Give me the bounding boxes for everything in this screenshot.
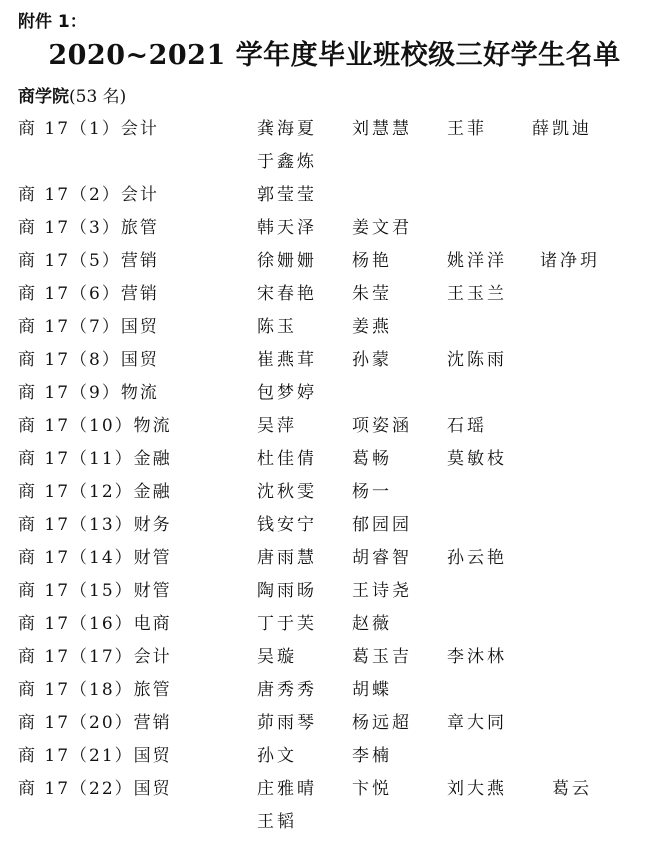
student-name: 李沐林 [447,647,507,667]
student-name: 龚海夏 [257,119,317,139]
student-name: 丁于芙 [257,614,317,634]
student-name: 沈秋雯 [257,482,317,502]
class-label: 商 17（1）会计 [18,119,159,139]
list-row [0,674,669,707]
list-row [0,707,669,740]
student-name: 吴璇 [257,647,297,667]
student-name: 崔燕茸 [257,350,317,370]
college-heading [18,84,126,110]
class-label: 商 17（10）物流 [18,416,172,436]
student-name: 薛凯迪 [532,119,592,139]
college-name: 商学院 [18,87,69,107]
student-name: 胡蝶 [352,680,392,700]
class-label: 商 17（9）物流 [18,383,159,403]
student-name: 杨艳 [352,251,392,271]
student-name: 姚洋洋 [447,251,507,271]
student-name: 韩天泽 [257,218,317,238]
student-name: 姜燕 [352,317,392,337]
student-name: 葛云 [552,779,592,799]
student-name: 项姿涵 [352,416,412,436]
class-label: 商 17（3）旅管 [18,218,159,238]
student-name: 杨一 [352,482,392,502]
class-label: 商 17（18）旅管 [18,680,172,700]
student-name: 陶雨旸 [257,581,317,601]
class-label: 商 17（6）营销 [18,284,159,304]
student-name: 庄雅晴 [257,779,317,799]
class-label: 商 17（2）会计 [18,185,159,205]
student-name: 唐雨慧 [257,548,317,568]
student-name: 茆雨琴 [257,713,317,733]
student-name: 葛玉吉 [352,647,412,667]
list-row [0,212,669,245]
class-label: 商 17（12）金融 [18,482,172,502]
list-row [0,476,669,509]
list-row [0,641,669,674]
list-row [0,740,669,773]
college-count: (53 名) [69,87,127,107]
student-name: 孙云艳 [447,548,507,568]
list-row [0,278,669,311]
list-row [0,179,669,212]
list-row [0,113,669,179]
class-label: 商 17（22）国贸 [18,779,172,799]
student-name: 钱安宁 [257,515,317,535]
class-label: 商 17（21）国贸 [18,746,172,766]
student-name: 刘大燕 [447,779,507,799]
class-label: 商 17（8）国贸 [18,350,159,370]
student-name: 章大同 [447,713,507,733]
student-name: 徐姗姗 [257,251,317,271]
student-name: 杨远超 [352,713,412,733]
student-list [0,113,669,839]
student-name: 宋春艳 [257,284,317,304]
student-name: 王诗尧 [352,581,412,601]
list-row [0,575,669,608]
student-name: 吴萍 [257,416,297,436]
list-row [0,377,669,410]
student-name: 沈陈雨 [447,350,507,370]
student-name: 诸净玥 [540,251,600,271]
student-name: 于鑫炼 [257,152,317,172]
student-name: 莫敏枝 [447,449,507,469]
class-label: 商 17（16）电商 [18,614,172,634]
list-row [0,608,669,641]
student-name: 王玉兰 [447,284,507,304]
student-name: 石瑶 [447,416,487,436]
list-row [0,410,669,443]
student-name: 郁园园 [352,515,412,535]
student-name: 包梦婷 [257,383,317,403]
class-label: 商 17（7）国贸 [18,317,159,337]
student-name: 孙蒙 [352,350,392,370]
student-name: 朱莹 [352,284,392,304]
student-name: 李楠 [352,746,392,766]
student-name: 刘慧慧 [352,119,412,139]
student-name: 唐秀秀 [257,680,317,700]
list-row [0,344,669,377]
list-row [0,245,669,278]
class-label: 商 17（5）营销 [18,251,159,271]
list-row [0,443,669,476]
student-name: 胡睿智 [352,548,412,568]
list-row [0,773,669,839]
student-name: 郭莹莹 [257,185,317,205]
student-name: 葛畅 [352,449,392,469]
attachment-label: 附件 1： [18,12,87,32]
class-label: 商 17（20）营销 [18,713,172,733]
student-name: 王韬 [257,812,297,832]
student-name: 赵薇 [352,614,392,634]
list-row [0,509,669,542]
class-label: 商 17（13）财务 [18,515,172,535]
class-label: 商 17（11）金融 [18,449,172,469]
class-label: 商 17（15）财管 [18,581,172,601]
student-name: 孙文 [257,746,297,766]
class-label: 商 17（14）财管 [18,548,172,568]
student-name: 杜佳倩 [257,449,317,469]
student-name: 王菲 [447,119,487,139]
document-title: 2020~2021 学年度毕业班校级三好学生名单 [48,40,621,71]
student-name: 姜文君 [352,218,412,238]
student-name: 卞悦 [352,779,392,799]
list-row [0,542,669,575]
list-row [0,311,669,344]
student-name: 陈玉 [257,317,297,337]
class-label: 商 17（17）会计 [18,647,172,667]
